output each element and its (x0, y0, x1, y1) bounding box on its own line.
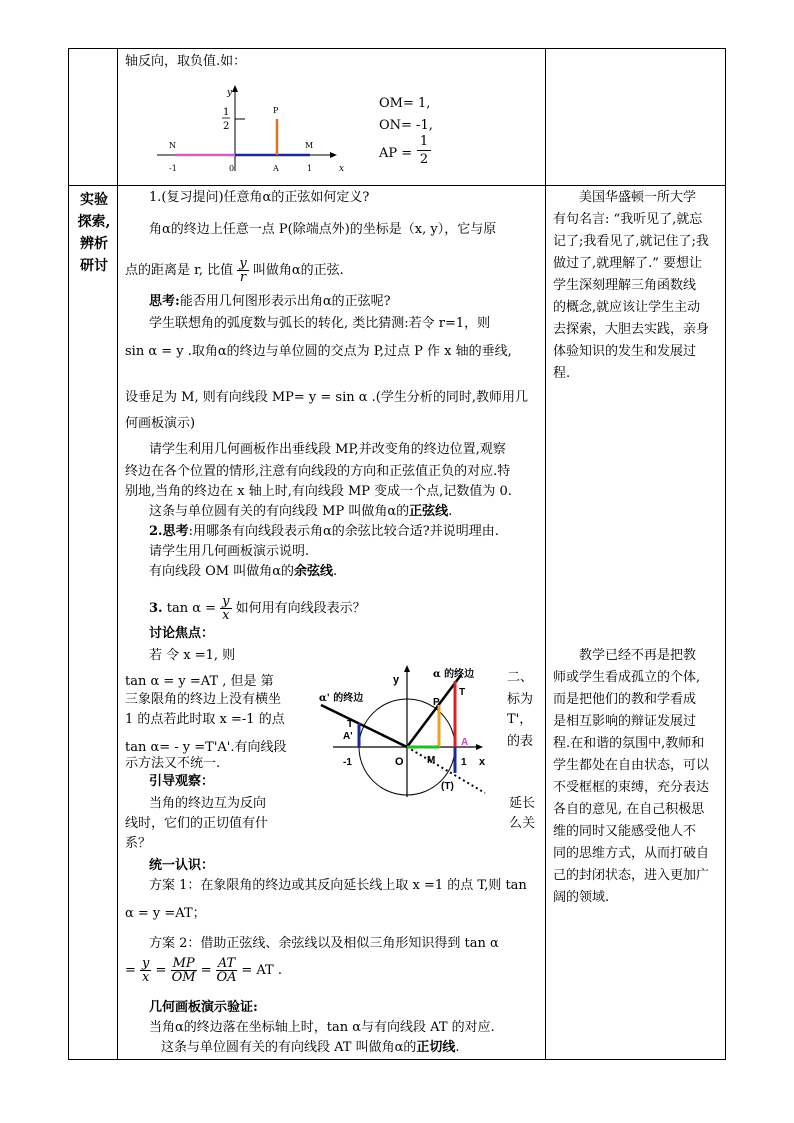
col-divider-2 (545, 49, 546, 1059)
g2r: 么关 (509, 816, 536, 831)
row-divider (69, 185, 725, 186)
note2-line: 不受框框的束缚，充分表达 (553, 780, 710, 795)
q2 (149, 523, 499, 541)
note1-line: 做过了,就理解了.” 要想让 (553, 256, 703, 271)
row1-intro: 轴反向，取负值.如： (125, 54, 247, 69)
s2-eq-1: = (125, 963, 136, 978)
discussion-label: 讨论焦点： (149, 626, 215, 641)
fig2-y-label: y (393, 674, 400, 686)
fig2-T: T (459, 687, 466, 698)
note1-line: 去探索，大胆去实践，亲身 (553, 322, 710, 337)
note-2 (553, 645, 709, 909)
note2-line: 各自的意见, 在自己积极思 (553, 802, 705, 817)
d2r: 二、 (507, 670, 534, 685)
g1r: 延长 (509, 796, 536, 811)
note2-line: 维的同时又能感受他人不 (553, 824, 697, 839)
fig1-a-label: A (273, 164, 279, 173)
p2d: 何画板演示) (125, 416, 196, 431)
s2-f1n: y (142, 956, 150, 971)
d4: 1 的点若此时取 x =-1 的点 (125, 712, 285, 727)
fig2-x-label: x (479, 756, 486, 768)
s2-f2d: OM (171, 970, 196, 985)
y-arrow (232, 85, 238, 92)
think-text: 能否用几何图形表示出角α的正弦呢? (179, 294, 391, 309)
q2c-bold: 余弦线 (294, 564, 334, 579)
q2-label: 2.思考 (149, 524, 189, 539)
s2-f2n: MP (172, 956, 195, 971)
s2-f1d: x (142, 970, 150, 985)
think-label: 思考: (149, 294, 180, 309)
p1a: 角α的终边上任意一点 P(除端点外)的坐标是（x, y），它与原 (149, 222, 497, 237)
fig2-neg1: -1 (343, 757, 352, 768)
p1b-pre: 点的距离是 r, 比值 (125, 263, 234, 278)
fig1-half-den: 2 (223, 121, 230, 132)
think (149, 293, 391, 311)
p3c: 别地,当角的终边在 x 轴上时,有向线段 MP 变成一个点,记数值为 0. (125, 484, 512, 499)
fig1-p-label: P (273, 106, 279, 115)
d2: tan α = y =AT , 但是 第 (125, 674, 274, 689)
label-line-1: 实验 (80, 192, 108, 208)
v1: 当角α的终边落在坐标轴上时，tan α与有向线段 AT 的对应. (149, 1020, 495, 1035)
d6: 示方法又不统一. (125, 756, 221, 771)
p4-pre: 这条与单位圆有关的有向线段 MP 叫做角α的 (149, 504, 410, 519)
p4-bold: 正弦线 (409, 504, 449, 519)
guide-label: 引导观察： (149, 774, 215, 789)
q3-fnum: y (222, 594, 230, 609)
q3-num: 3. (149, 601, 163, 616)
s2-eq-3: = (200, 963, 212, 978)
x-arrow (330, 152, 337, 158)
note2-line: 学生都处在自由状态，可以 (553, 758, 710, 773)
fig1-one-label: 1 (307, 164, 313, 173)
frac-at-oa (216, 957, 237, 984)
v2-post: . (455, 1040, 460, 1055)
p1b-num: y (239, 256, 247, 271)
fig2-M: M (427, 755, 436, 766)
g1: 当角的终边互为反向 (149, 796, 267, 811)
note1-line: 程. (553, 366, 571, 381)
fig2-T-prime: T' (347, 719, 356, 730)
note2-line: 教学已经不再是把教 (579, 648, 697, 663)
fig1-x-label: x (339, 164, 345, 174)
fig1-n-label: N (169, 141, 176, 150)
om-value: OM= 1, (379, 96, 431, 111)
v2-pre: 这条与单位圆有关的有向线段 AT 叫做角α的 (161, 1040, 417, 1055)
note1-line: 学生深刻理解三角函数线 (553, 278, 697, 293)
note2-line: 程.在和谐的氛围中,教师和 (553, 736, 705, 751)
label-line-4: 研讨 (80, 258, 108, 274)
alpha-terminal-side (407, 675, 461, 747)
d3r: 标为 (507, 692, 534, 707)
p2b: sin α = y .取角α的终边与单位圆的交点为 P,过点 P 作 x 轴的垂线, (125, 344, 512, 359)
s2-formula (125, 957, 282, 984)
p4-post: . (448, 504, 453, 519)
s2a: 方案 2：借助正弦线、余弦线以及相似三角形知识得到 tan α (149, 936, 499, 951)
p1b-den: r (239, 270, 247, 285)
fig1-half-num: 1 (223, 107, 230, 118)
on-value: ON= -1, (379, 118, 433, 133)
p3b: 终边在各个位置的情形,注意有向线段的方向和正弦值正负的对应.特 (125, 464, 511, 479)
note1-line: 有句名言: “我听见了,就忘 (553, 212, 703, 227)
number-line-figure (155, 83, 355, 179)
y-over-x (220, 595, 231, 622)
q1: 1.(复习提问)任意角α的正弦如何定义? (149, 190, 370, 205)
ap-fraction (417, 133, 431, 168)
s1a: 方案 1：在象限角的终边或其反向延长线上取 x =1 的点 T,则 tan (149, 878, 527, 893)
g2: 线时，它们的正切值有什 (125, 816, 269, 831)
fig2-O: O (395, 756, 404, 768)
fig1-o-label: 0 (229, 164, 235, 173)
note2-line: 师或学生看成孤立的个体, (553, 670, 701, 685)
fig2-P: P (433, 697, 440, 708)
ap-num: 1 (417, 133, 431, 151)
q3-fden: x (222, 608, 230, 623)
note1-line: 的概念,就应该让学生主动 (553, 300, 701, 315)
fig1-y-label: y (227, 88, 233, 98)
frac-mp-om (171, 957, 197, 984)
y-over-r (237, 257, 248, 284)
note2-line: 而是把他们的教和学看成 (553, 692, 697, 707)
note2-line: 己的封闭状态，进入更加广 (553, 868, 710, 883)
frac-y-x (140, 957, 151, 984)
p1b (125, 257, 344, 284)
g3: 系？ (125, 836, 152, 851)
ap-den: 2 (419, 152, 429, 167)
s2-f3n: AT (217, 956, 236, 971)
note2-line: 阔的领域. (553, 890, 610, 905)
fig1-neg1-label: -1 (169, 164, 177, 173)
p2c: 设垂足为 M, 则有向线段 MP= y = sin α .(学生分析的同时,教师用几 (125, 390, 529, 405)
q2c (149, 563, 337, 581)
note2-line: 同的思维方式，从而打破自 (553, 846, 710, 861)
ap-label: AP = (379, 146, 413, 161)
s2-eq-2: = (155, 963, 167, 978)
p3a: 请学生利用几何画板作出垂线段 MP,并改变角的终边位置,观察 (149, 442, 506, 457)
fig2-A-prime: A' (343, 731, 353, 742)
d3: 三象限角的终边上没有横坐 (125, 692, 282, 707)
fig2-T-paren: (T) (441, 781, 454, 792)
fig2-alpha-term: α 的终边 (433, 669, 475, 680)
fig1-m-label: M (305, 141, 314, 150)
q2c-post: . (333, 564, 338, 579)
alpha-prime-terminal-side (321, 705, 407, 747)
label-line-2: 探索, (77, 214, 111, 230)
note-1 (553, 187, 709, 385)
note2-line: 是相互影响的辩证发展过 (553, 714, 697, 729)
col-divider-1 (117, 49, 118, 1059)
note1-line: 美国华盛顿一所大学 (579, 190, 697, 205)
q2c-pre: 有向线段 OM 叫做角α的 (149, 564, 295, 579)
note1-line: 体验知识的发生和发展过 (553, 344, 697, 359)
fig2-one: 1 (461, 757, 467, 768)
p2a: 学生联想角的弧度数与弧长的转化, 类比猜测:若令 r=1，则 (149, 316, 491, 331)
q3-post: 如何用有向线段表示？ (235, 601, 366, 616)
p4 (149, 503, 452, 521)
q2b: 请学生用几何画板演示说明. (149, 544, 310, 559)
verify-label: 几何画板演示验证: (149, 1000, 258, 1015)
fig2-A: A (461, 737, 469, 748)
lesson-table (68, 48, 726, 1060)
fig2-alpha-prime-term: α' 的终边 (319, 693, 364, 704)
s2-f3d: OA (216, 970, 237, 985)
d5r: 的表 (507, 734, 534, 749)
d1: 若 令 x =1, 则 (149, 648, 236, 663)
d5: tan α= - y =T'A'.有向线段 (125, 740, 287, 755)
q3 (149, 595, 366, 622)
q3-pre: tan α = (166, 601, 217, 616)
unit-circle-figure (315, 661, 505, 801)
v2-bold: 正切线 (416, 1040, 456, 1055)
p1b-post: 叫做角α的正弦. (252, 263, 344, 278)
row2-label (73, 189, 115, 277)
unify-label: 统一认识： (149, 858, 215, 873)
s2-end: = AT . (241, 963, 282, 978)
label-line-3: 辨析 (80, 236, 108, 252)
q2-text: :用哪条有向线段表示角α的余弦比较合适?并说明理由. (188, 524, 499, 539)
d4r: T'， (507, 712, 533, 727)
s1b: α = y =AT； (125, 906, 206, 921)
v2 (161, 1039, 460, 1057)
note1-line: 记了;我看见了,就记住了;我 (553, 234, 709, 249)
